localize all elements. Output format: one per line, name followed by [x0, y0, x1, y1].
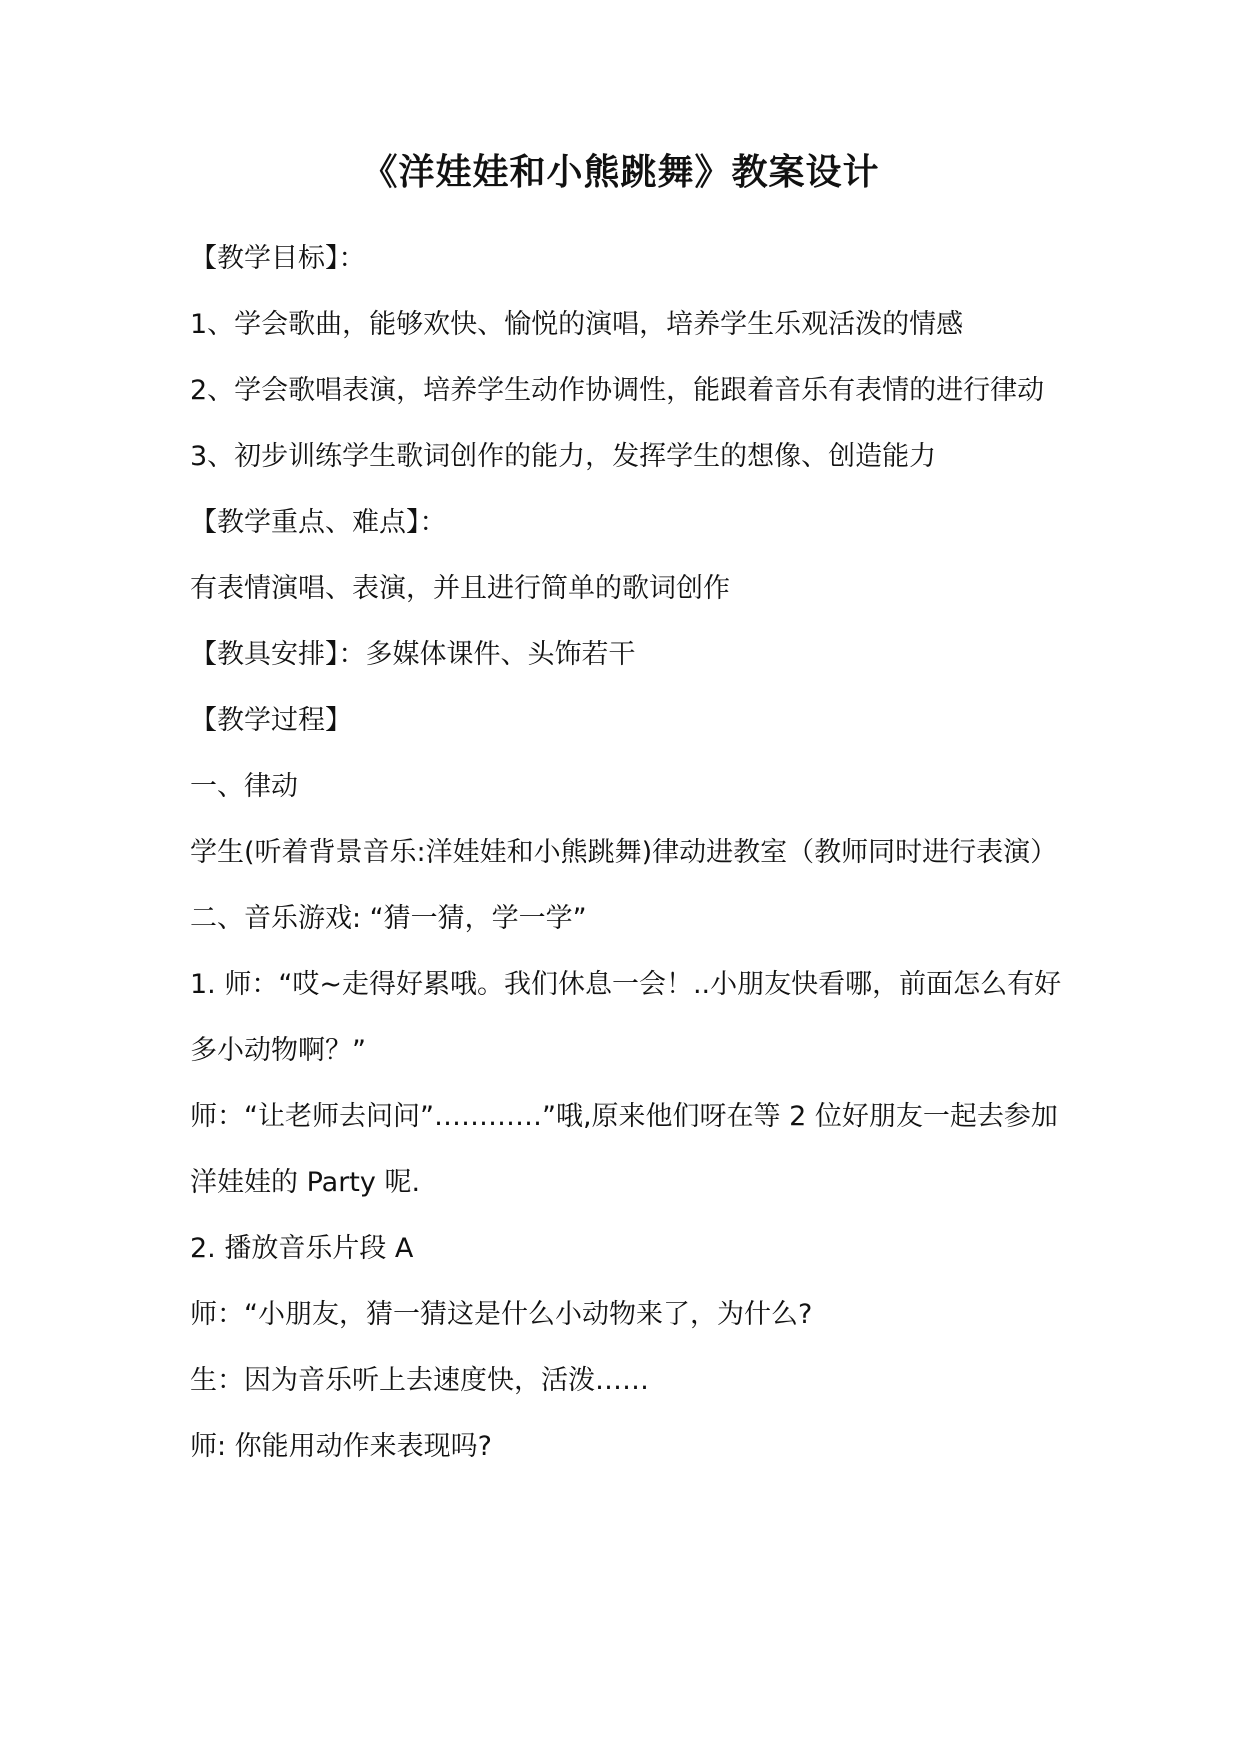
- section-heading-objectives: 【教学目标】：: [190, 243, 366, 274]
- teaching-aids-line: 【教具安排】：多媒体课件、头饰若干: [190, 639, 636, 670]
- dialogue-line: 师：“让老师去问问”…………”哦,原来他们呀在等 2 位好朋友一起去参加洋娃娃的 Party 呢.: [190, 1101, 1058, 1198]
- dialogue-line: 1. 师：“哎~走得好累哦。我们休息一会！..小朋友快看哪，前面怎么有好多小动物啊？”: [190, 969, 1062, 1066]
- section-heading-key-points: 【教学重点、难点】：: [190, 507, 447, 538]
- objective-item-3: 3、初步训练学生歌词创作的能力，发挥学生的想像、创造能力: [190, 441, 937, 472]
- process-step-heading-1: 一、律动: [190, 771, 298, 802]
- dialogue-line: 师: 你能用动作来表现吗?: [190, 1431, 493, 1462]
- document-title: 《洋娃娃和小熊跳舞》教案设计: [361, 152, 880, 193]
- objective-item-2: 2、学会歌唱表演，培养学生动作协调性，能跟着音乐有表情的进行律动: [190, 375, 1045, 406]
- process-step-heading-2: 二、音乐游戏: “猜一猜，学一学”: [190, 903, 587, 934]
- dialogue-line: 师：“小朋友，猜一猜这是什么小动物来了，为什么?: [190, 1299, 813, 1330]
- process-step-text: 学生(听着背景音乐:洋娃娃和小熊跳舞)律动进教室（教师同时进行表演）: [190, 837, 1058, 868]
- objective-item-1: 1、学会歌曲，能够欢快、愉悦的演唱，培养学生乐观活泼的情感: [190, 309, 964, 340]
- process-sub-step: 2. 播放音乐片段 A: [190, 1233, 414, 1264]
- section-heading-process: 【教学过程】: [190, 705, 352, 736]
- dialogue-line: 生：因为音乐听上去速度快，活泼……: [190, 1365, 649, 1396]
- document-body: [190, 226, 1070, 1480]
- key-points-text: 有表情演唱、表演，并且进行简单的歌词创作: [190, 573, 730, 604]
